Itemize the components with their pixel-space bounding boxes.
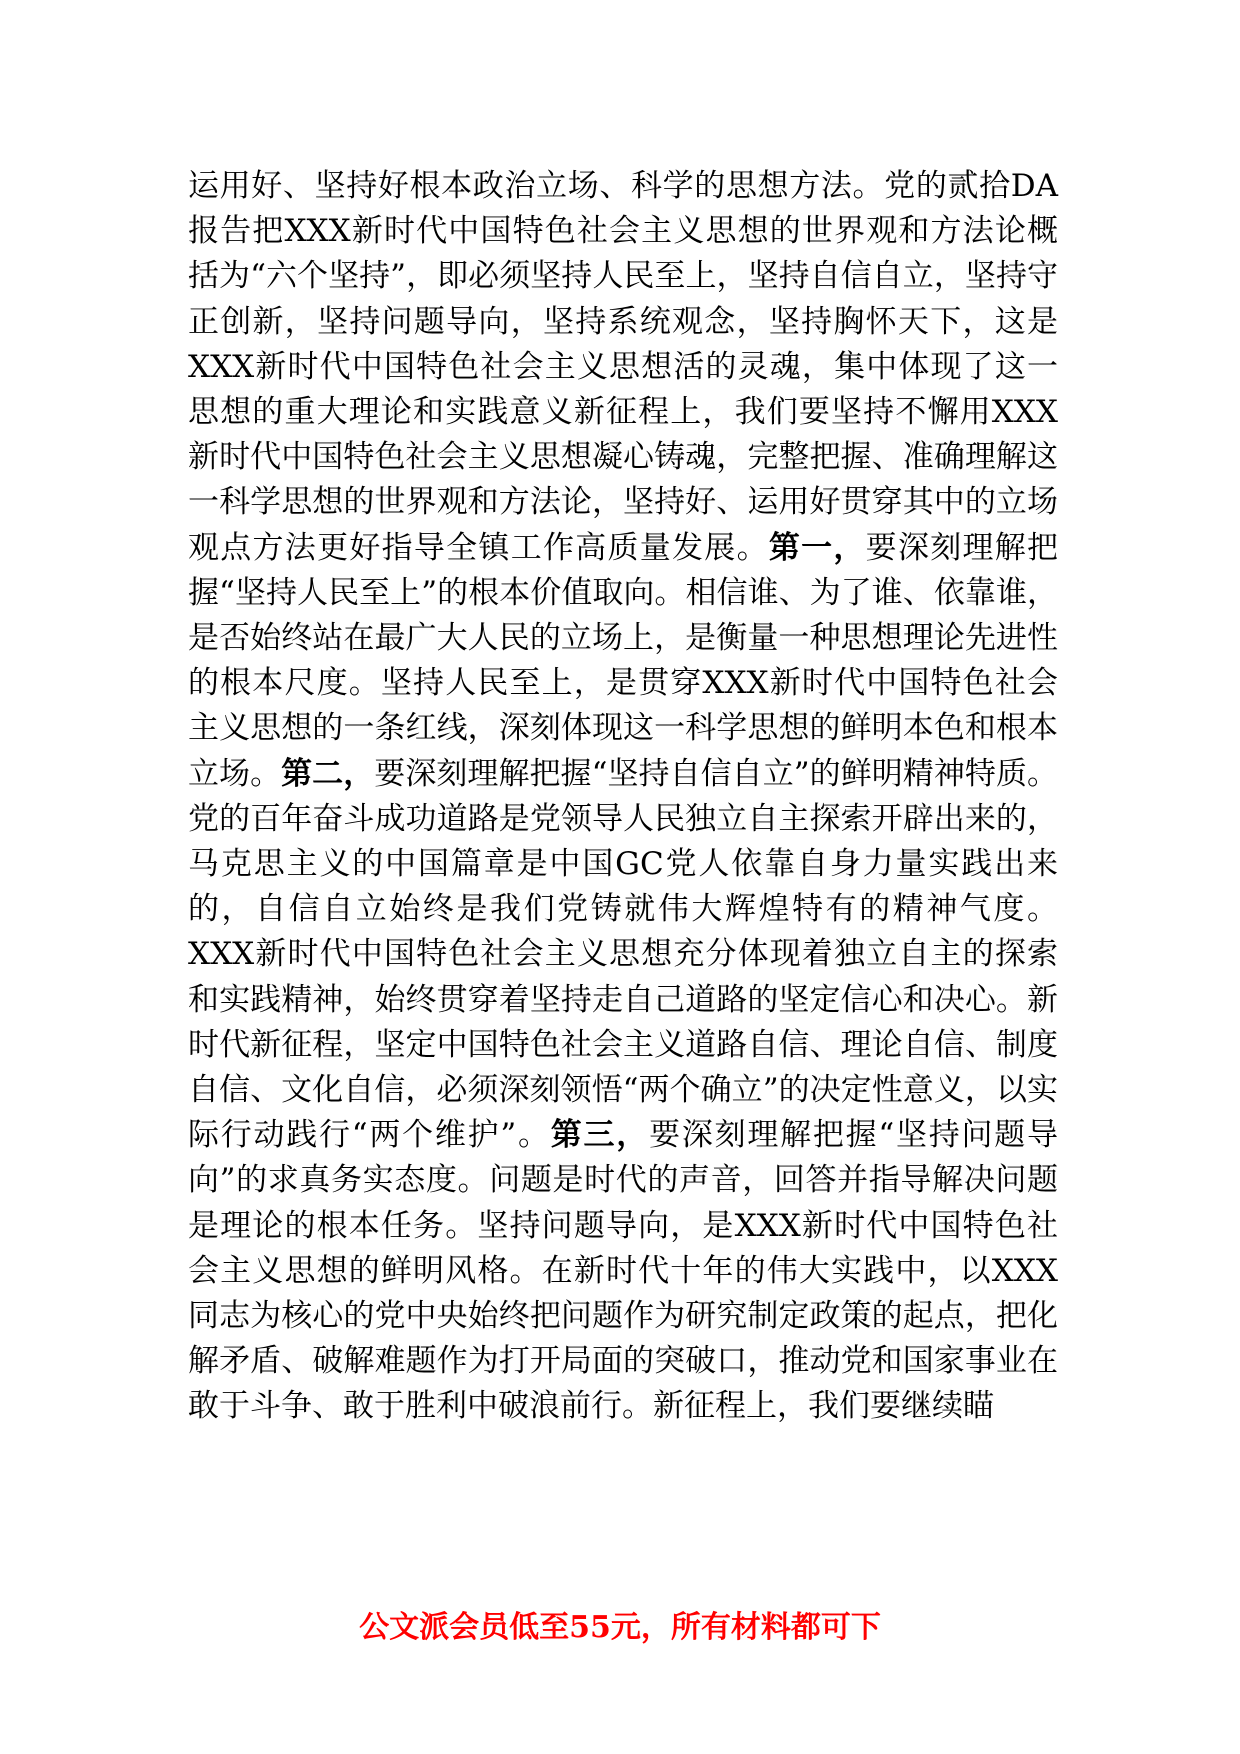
paragraph-segment: 要深刻理解把握“坚持人民至上”的根本价值取向。相信谁、为了谁、依靠谁，是否始终站在最广大人民的立场上，是衡量一种思想理论先进性的根本尺度。坚持人民至上，是贯穿XXX新时代中国特色社会主义思想的一条红线，深刻体现这一科学思想的鲜明本色和根本立场。 <box>188 529 1059 792</box>
section-marker-first: 第一， <box>768 529 866 566</box>
paragraph-segment: 要深刻理解把握“坚持自信自立”的鲜明精神特质。党的百年奋斗成功道路是党领导人民独立自主探索开辟出来的，马克思主义的中国篇章是中国GC党人依靠自身力量实践出来的，自信自立始终是我们党铸就伟大辉煌特有的精神气度。XXX新时代中国特色社会主义思想充分体现着独立自主的探索和实践精神，始终贯穿着坚持走自己道路的坚定信心和决心。新时代新征程，坚定中国特色社会主义道路自信、理论自信、制度自信、文化自信，必须深刻领悟“两个确立”的决定性意义，以实际行动践行“两个维护”。 <box>188 755 1058 1154</box>
footer-advertisement: 公文派会员低至55元，所有材料都可下 <box>359 1610 881 1645</box>
paragraph-segment: 要深刻理解把握“坚持问题导向”的求真务实态度。问题是时代的声音，回答并指导解决问题是理论的根本任务。坚持问题导向，是XXX新时代中国特色社会主义思想的鲜明风格。在新时代十年的伟大实践中，以XXX同志为核心的党中央始终把问题作为研究制定政策的起点，把化解矛盾、破解难题作为打开局面的突破口，推动党和国家事业在敢于斗争、敢于胜利中破浪前行。新征程上，我们要继续瞄 <box>188 1117 1058 1425</box>
body-paragraph <box>188 164 1058 1430</box>
section-marker-third: 第三， <box>550 1117 650 1154</box>
section-marker-second: 第二， <box>281 755 375 792</box>
paragraph-segment: 运用好、坚持好根本政治立场、科学的思想方法。党的贰拾DA报告把XXX新时代中国特色社会主义思想的世界观和方法论概括为“六个坚持”，即必须坚持人民至上，坚持自信自立，坚持守正创新，坚持问题导向，坚持系统观念，坚持胸怀天下，这是XXX新时代中国特色社会主义思想活的灵魂，集中体现了这一思想的重大理论和实践意义新征程上，我们要坚持不懈用XXX新时代中国特色社会主义思想凝心铸魂，完整把握、准确理解这一科学思想的世界观和方法论，坚持好、运用好贯穿其中的立场观点方法更好指导全镇工作高质量发展。 <box>188 168 1058 566</box>
